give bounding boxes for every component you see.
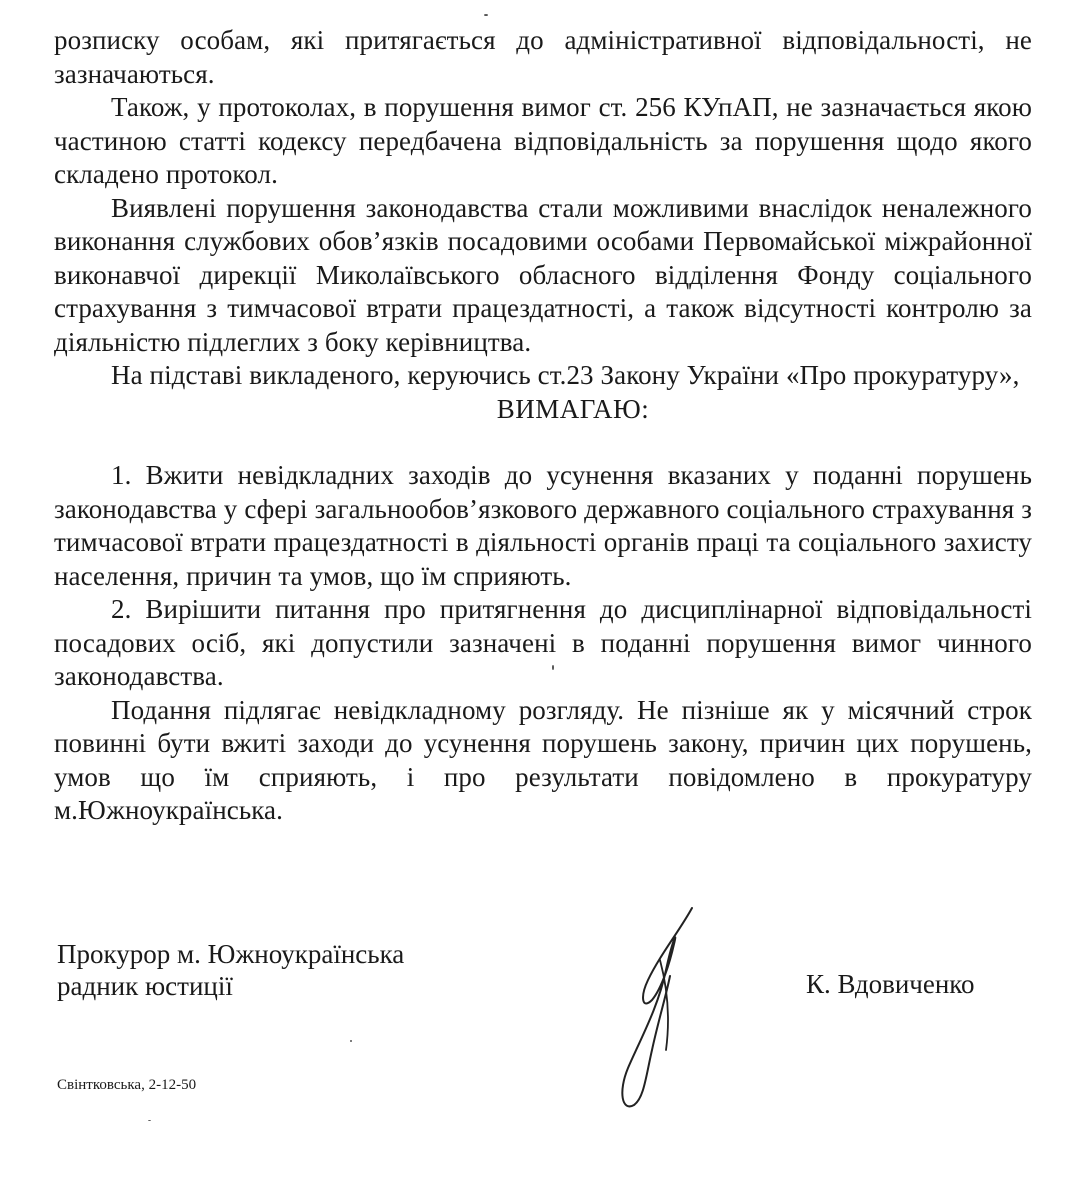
demand-item-1: 1. Вжити невідкладних заходів до усунення вказаних у поданні порушень законодавства у сфері загальнообов’язкового державного соціального страхування з тимчасової втрати працездатності в діяльності органів праці та соціального захисту населення, причин та умов, що їм сприяють.: [54, 460, 1032, 591]
scan-speck: [484, 14, 488, 16]
scan-speck: [552, 665, 554, 670]
executor-contact: Свінтковська, 2-12-50: [57, 1077, 197, 1093]
handwritten-signature-icon: [600, 900, 710, 1115]
position-line-2: радник юстиції: [57, 971, 233, 1001]
signatory-position: [57, 938, 404, 1002]
paragraph-legal-basis: На підставі викладеного, керуючись ст.23 Закону України «Про прокуратуру»,: [111, 360, 1020, 390]
scan-speck: [350, 1040, 352, 1042]
demand-heading: ВИМАГАЮ:: [496, 393, 650, 424]
paragraph-continuation: розписку особам, які притягається до адміністративної відповідальності, не зазначаються.: [54, 25, 1032, 89]
paragraph-causes: Виявлені порушення законодавства стали можливими внаслідок неналежного виконання службових обов’язків посадовими особами Первомайської міжрайонної виконавчої дирекції Миколаївського обласного відділення Фонду соціального страхування з тимчасової втрати працездатності, а також відсутності контролю за діяльністю підлеглих з боку керівництва.: [54, 192, 1032, 357]
demand-item-2: 2. Вирішити питання про притягнення до дисциплінарної відповідальності посадових осіб, які допустили зазначені в поданні порушення вимог чинного законодавства.: [54, 594, 1032, 691]
signatory-name: К. Вдовиченко: [806, 969, 975, 999]
scan-speck: [148, 1120, 151, 1121]
paragraph-closing: Подання підлягає невідкладному розгляду. Не пізніше як у місячний строк повинні бути вжиті заходи до усунення порушень закону, причин цих порушень, умов що їм сприяють, і про результати повідомлено в прокуратуру м.Южноукраїнська.: [54, 694, 1032, 825]
position-line-1: Прокурор м. Южноукраїнська: [57, 939, 405, 969]
document-body: [54, 24, 1032, 828]
paragraph-protocol-violations: Також, у протоколах, в порушення вимог ст. 256 КУпАП, не зазначається якою частиною статті кодексу передбачена відповідальність за порушення щодо якого складено протокол.: [54, 92, 1032, 189]
